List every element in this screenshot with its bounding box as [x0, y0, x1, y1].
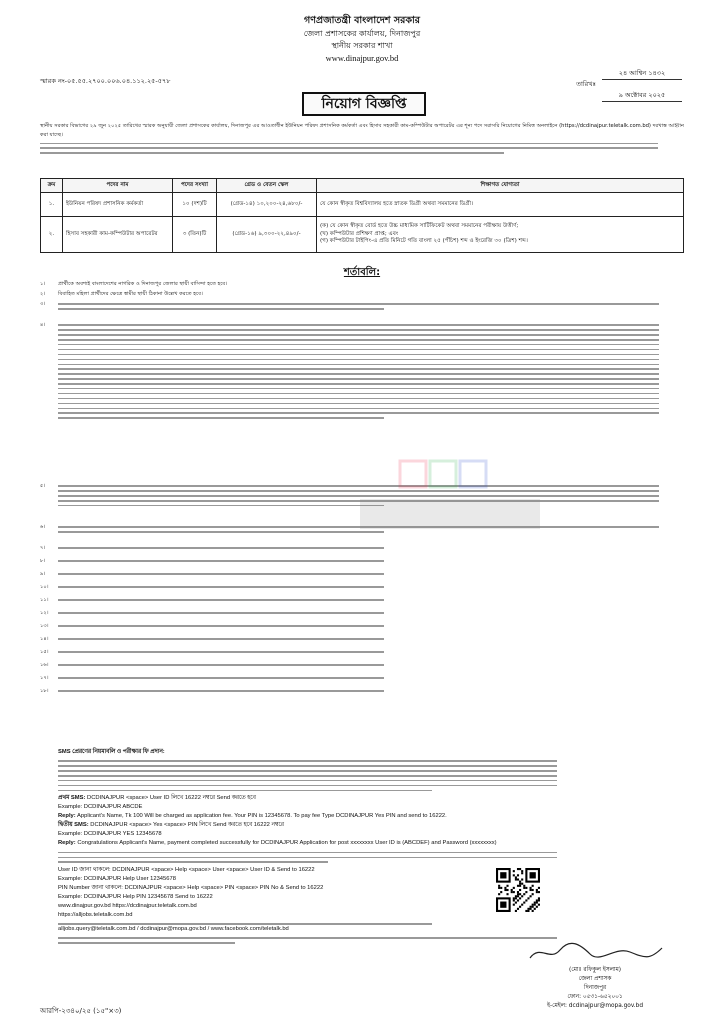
condition-number: ১২। — [40, 610, 49, 616]
lost-pin: PIN Number জানা থাকলে: DCDINAJPUR <space> Help <space> PIN <space> PIN No & Send to 16222 — [58, 884, 324, 891]
qualification-item: যে কোন স্বীকৃত বিশ্ববিদ্যালয় হতে স্নাতক ডিগ্রী অথবা সমমানের ডিগ্রী। — [320, 200, 474, 207]
condition-number: ১। — [40, 281, 46, 287]
condition-number: ৬। — [40, 524, 46, 530]
col-post: পদের নাম — [63, 179, 173, 193]
notice-title: নিয়োগ বিজ্ঞপ্তি — [302, 92, 426, 116]
condition-text — [58, 596, 684, 601]
row-serial: ১. — [41, 193, 63, 217]
condition-item — [40, 583, 684, 595]
condition-item — [40, 300, 684, 320]
condition-number: ১৩। — [40, 623, 49, 629]
signatory-phone: ফোন: ০৫৩১-৬৫২০০১ — [567, 994, 623, 1000]
condition-text: প্রার্থীকে অবশ্যই বাংলাদেশের নাগরিক ও দিনাজপুর জেলার স্থায়ী বাসিন্দা হতে হবে। — [58, 281, 228, 287]
row-qualification — [317, 217, 684, 253]
condition-item — [40, 290, 684, 299]
row-serial: ২. — [41, 217, 63, 253]
condition-item — [40, 661, 684, 673]
websites-line[interactable]: www.dinajpur.gov.bd https://dcdinajpur.teletalk.com.bd — [58, 902, 197, 909]
row-grade: (গ্রেড-১৪) ১০,২০০-২৪,৬৮০/- — [217, 193, 317, 217]
condition-item — [40, 544, 684, 556]
watermark-logo — [330, 455, 570, 545]
condition-item — [40, 622, 684, 634]
date-block — [552, 68, 682, 101]
condition-number: ১৬। — [40, 662, 49, 668]
qr-code-icon — [496, 868, 540, 912]
first-sms-label: প্রথম SMS: — [58, 795, 86, 802]
row-grade: (গ্রেড-১৬) ৯,৩০০-২২,৪৯০/- — [217, 217, 317, 253]
col-qualification: শিক্ষাগত যোগ্যতা — [317, 179, 684, 193]
example-two: Example: DCDINAJPUR YES 12345678 — [58, 831, 162, 838]
second-sms-label: দ্বিতীয় SMS: — [58, 822, 89, 829]
second-sms-text: DCDINAJPUR <space> Yes <space> PIN লিখে Send করতে হবে 16222 নম্বরে — [90, 822, 284, 829]
col-count: পদের সংখ্যা — [173, 179, 217, 193]
qualification-item: (খ) কম্পিউটার প্রশিক্ষণ প্রাপ্ত; এবং — [320, 230, 399, 237]
col-grade: গ্রেড ও বেতন স্কেল — [217, 179, 317, 193]
condition-item — [40, 648, 684, 660]
condition-text — [58, 687, 684, 692]
reply-one-text: Applicant's Name, Tk 100 Will be charged as application fee. Your PIN is 12345678. To pay fee Type DCDINAJPUR Yes PIN and send to 16222. — [77, 813, 447, 820]
condition-text — [58, 300, 684, 310]
qualification-item: (ক) যে কোন স্বীকৃত বোর্ড হতে উচ্চ মাধ্যমিক সার্টিফিকেট অথবা সমমানের পরীক্ষায় উত্তীর্ণ; — [320, 223, 519, 230]
table-row — [41, 217, 684, 253]
condition-text: বিবাহিত মহিলা প্রার্থীদের ক্ষেত্রে স্বামীর স্থায়ী ঠিকানা উল্লেখ করতে হবে। — [58, 291, 203, 297]
condition-text — [58, 635, 684, 640]
example-one: Example: DCDINAJPUR ABCDE — [58, 804, 143, 811]
reply-two-text: Congratulations Applicant's Name, payment completed successfully for DCDINAJPUR Application for post xxxxxxxx User ID is (ABCDEF) and Password (xxxxxxxx) — [77, 840, 497, 847]
qualification-item: (গ) কম্পিউটার টাইপিং-এ প্রতি মিনিটে গতি বাংলা ২৫ (পঁচিশ) শব্দ ও ইংরেজি ৩০ (ত্রিশ) শব্দ। — [320, 238, 528, 245]
condition-text — [58, 583, 684, 588]
row-count: ৩ (তিন)টি — [173, 217, 217, 253]
condition-number: ৫। — [40, 483, 46, 489]
condition-number: ৭। — [40, 545, 46, 551]
row-post: ইউনিয়ন পরিষদ প্রশাসনিক কর্মকর্তা — [63, 193, 173, 217]
office-name: জেলা প্রশাসকের কার্যালয়, দিনাজপুর — [303, 29, 421, 38]
conditions-title: শর্তাবলি: — [343, 267, 381, 278]
reply-one-label: Reply: — [58, 813, 76, 820]
signatory-name: (মোঃ রফিকুল ইসলাম) — [568, 967, 622, 973]
memo-number: স্মারক নং-০৫.৫৫.২৭০০.০০৬.০৪.১১২.২৫-৫৭৮ — [40, 77, 171, 85]
condition-text — [58, 661, 684, 666]
condition-number: ২। — [40, 291, 46, 297]
sms-instructions — [58, 748, 578, 944]
condition-text — [58, 570, 684, 575]
condition-number: ৯। — [40, 571, 46, 577]
sms-heading: SMS প্রেরণের নিয়মাবলি ও পরীক্ষার ফি প্রদান: — [58, 749, 165, 755]
condition-text — [58, 674, 684, 679]
condition-item — [40, 674, 684, 686]
posts-table — [40, 178, 684, 253]
signatory-designation: জেলা প্রশাসক — [578, 976, 612, 982]
signatory-block — [500, 966, 690, 1011]
reply-two-label: Reply: — [58, 840, 76, 847]
signatory-email: ই-মেইল: dcdinajpur@mopa.gov.bd — [546, 1003, 643, 1009]
signature-mark — [520, 940, 670, 964]
condition-item — [40, 557, 684, 569]
lost-pin-example: Example: DCDINAJPUR Help PIN 12345678 Send to 16222 — [58, 893, 213, 900]
condition-text — [58, 648, 684, 653]
branch-name: স্থানীয় সরকার শাখা — [331, 41, 393, 50]
condition-number: ১১। — [40, 597, 49, 603]
condition-item — [40, 687, 684, 699]
print-code: আরপি-২৩৪০/২৫ (১৫"×৩) — [40, 1007, 122, 1015]
condition-number: ৪। — [40, 322, 46, 328]
condition-text — [58, 622, 684, 627]
condition-item — [40, 609, 684, 621]
table-header-row — [41, 179, 684, 193]
intro-paragraph — [40, 122, 684, 154]
row-qualification — [317, 193, 684, 217]
signatory-district: দিনাজপুর — [583, 985, 607, 991]
date-label: তারিখঃ — [576, 80, 596, 88]
website-link[interactable]: www.dinajpur.gov.bd — [325, 53, 399, 63]
table-row — [41, 193, 684, 217]
government-name: গণপ্রজাতন্ত্রী বাংলাদেশ সরকার — [304, 15, 420, 26]
condition-number: ১৫। — [40, 649, 49, 655]
lost-userid-example: Example: DCDINAJPUR Help User 12345678 — [58, 875, 176, 882]
condition-text — [58, 609, 684, 614]
condition-number: ১৭। — [40, 675, 49, 681]
condition-item — [40, 280, 684, 289]
condition-number: ৮। — [40, 558, 46, 564]
first-sms-text: DCDINAJPUR <space> User ID লিখে 16222 নম্বরে Send করতে হবে — [87, 795, 256, 802]
condition-number: ৩। — [40, 301, 46, 307]
lost-userid: User ID জানা থাকলে: DCDINAJPUR <space> Help <space> User <space> User ID & Send to 16222 — [58, 866, 315, 873]
row-count: ১০ (দশ)টি — [173, 193, 217, 217]
condition-number: ১৮। — [40, 688, 49, 694]
condition-text — [58, 321, 684, 419]
contact-line[interactable]: alljobs.query@teletalk.com.bd / dcdinajpur@mopa.gov.bd / www.facebook.com/teletalk.bd — [58, 925, 289, 932]
condition-number: ১৪। — [40, 636, 49, 642]
condition-text — [58, 557, 684, 562]
row-post: হিসাব সহকারী কাম-কম্পিউটার অপারেটর — [63, 217, 173, 253]
alljobs-link[interactable]: https://alljobs.teletalk.com.bd — [58, 911, 133, 918]
col-serial: ক্রম — [41, 179, 63, 193]
intro-text: স্থানীয় সরকার বিভাগের ২৯ জুন ২০২৫ তারিখের স্মারক অনুযায়ী জেলা প্রশাসকের কার্যালয়, দিনাজপুর এর আওতাধীন ইউনিয়ন পরিষদ প্রশাসনিক কর্মকর্তা এবং হিসাব সহকারী কাম-কম্পিউটার অপারেটর এর শূন্য পদে সরাসরি নিয়োগের নিমিত্ত অনলাইনে (https://dcdinajpur.teletalk.com.bd) দরখাস্ত আহ্বান করা যাচ্ছে। — [40, 123, 684, 138]
condition-number: ১০। — [40, 584, 49, 590]
date-bengali: ২৪ আশ্বিন ১৪৩২ — [602, 68, 682, 80]
condition-item — [40, 570, 684, 582]
condition-item — [40, 596, 684, 608]
condition-item — [40, 635, 684, 647]
date-english: ৯ অক্টোবর ২০২৫ — [602, 90, 682, 102]
